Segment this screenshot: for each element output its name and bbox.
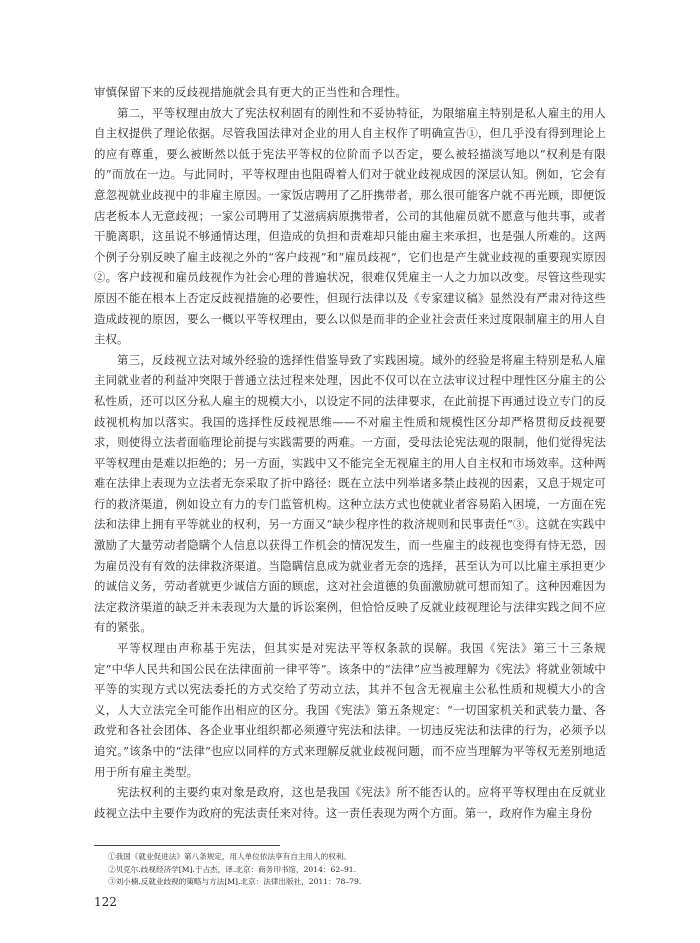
- footnote-3: ③刘小楠.反就业歧视的策略与方法[M].北京：法律出版社，2011：78–79.: [108, 877, 362, 887]
- footnote-1: ①我国《就业促进法》第八条规定，用人单位依法享有自主用人的权利。: [108, 852, 351, 861]
- paragraph-4: 平等权理由声称基于宪法，但其实是对宪法平等权条款的误解。我国《宪法》第三十三条规定“中华人民共和国公民在法律面前一律平等”。该条中的“法律”应当被理解为《宪法》将就业领域中平等的实现方式以宪法委托的方式交给了劳动立法，其并不包含无视雇主公私性质和规模大小的含义，人大立法完全可能作出相应的区分。我国《宪法》第五条规定：“一切国家机关和武装力量、各政党和各社会团体、各企业事业组织都必须遵守宪法和法律。一切违反宪法和法律的行为，必须予以追究。”该条中的“法律”也应以同样的方式来理解反就业歧视问题，而不应当理解为平等权无差别地适用于所有雇主类型。: [94, 641, 606, 779]
- paragraph-3: 第三，反歧视立法对域外经验的选择性借鉴导致了实践困境。域外的经验是将雇主特别是私人雇主同就业者的利益冲突限于普通立法过程来处理，因此不仅可以在立法审议过程中理性区分雇主的公私性质，还可以区分私人雇主的规模大小，以设定不同的法律要求，在此前提下再通过设立专门的反歧视机构加以落实。我国的选择性反歧视思维——不对雇主性质和规模性区分却严格贯彻反歧视要求，则使得立法者面临理论前提与实践需要的两难。一方面，受母法论宪法观的限制，他们觉得宪法平等权理由是难以拒绝的；另一方面，实践中又不能完全无视雇主的用人自主权和市场效率。这种两难在法律上表现为立法者无奈采取了折中路径：既在立法中列举诸多禁止歧视的因素，又息于规定可行的救济渠道，例如设立有力的专门监管机构。这种立法方式也使就业者容易陷入困境，一方面在宪法和法律上拥有平等就业的权利，另一方面又“缺少程序性的救济规则和民事责任”③。这就在实践中激励了大量劳动者隐瞒个人信息以获得工作机会的情况发生，而一些雇主的歧视也变得有恃无恐，因为雇员没有有效的法律救济渠道。当隐瞒信息成为就业者无奈的选择，甚至认为可以比雇主承担更少的诚信义务，劳动者就更少诚信方面的顾虑，这对社会道德的负面激励就可想而知了。这种因难因为法定救济渠道的缺乏并未表现为大量的诉讼案例，但恰恰反映了反就业歧视理论与法律实践之间不应有的紧张。: [94, 352, 606, 635]
- footnote-2: ②贝克尔.歧视经济学[M].于占杰，译.北京：商务印书馆，2014：62–91.: [108, 864, 357, 874]
- paragraph-2: 第二，平等权理由放大了宪法权利固有的刚性和不妥协特征，为限缩雇主特别是私人雇主的用人自主权提供了理论依据。尽管我国法律对企业的用人自主权作了明确宣告①，但几乎没有得到理论上的应有尊重，要么被断然以低于宪法平等权的位阶而予以否定，要么被轻描淡写地以“权利是有限的”而放在一边。与此同时，平等权理由也阻碍着人们对于就业歧视成因的深层认知。例如，它会有意忽视就业歧视中的非雇主原因。一家饭店聘用了乙肝携带者，那么很可能客户就不再光顾，即便饭店老板本人无意歧视；一家公司聘用了艾滋病病原携带者，公司的其他雇员就不愿意与他共事，或者干脆离职，这虽说不够通情达理，但造成的负担和责难却只能由雇主来承担，也是强人所难的。这两个例子分别反映了雇主歧视之外的“客户歧视”和“雇员歧视”，它们也是产生就业歧视的重要现实原因②。客户歧视和雇员歧视作为社会心理的普遍状况，很难仅凭雇主一人之力加以改变。尽管这些现实原因不能在根本上否定反歧视措施的必要性，但现行法律以及《专家建议稿》显然没有严肃对待这些造成歧视的原因，要么一概以平等权理由，要么以似是而非的企业社会责任来过度限制雇主的用人自主权。: [94, 105, 606, 347]
- body-text: [94, 82, 606, 823]
- paragraph-1: 审慎保留下来的反歧视措施就会具有更大的正当性和合理性。: [94, 85, 407, 99]
- paragraph-5: 宪法权利的主要约束对象是政府，这也是我国《宪法》所不能否认的。应将平等权理由在反就业歧视立法中主要作为政府的宪法责任来对待。这一责任表现为两个方面。第一，政府作为雇主身份: [94, 785, 606, 820]
- footnote-divider: [94, 845, 280, 846]
- page-number: 122: [94, 895, 117, 909]
- footnotes: [108, 851, 606, 889]
